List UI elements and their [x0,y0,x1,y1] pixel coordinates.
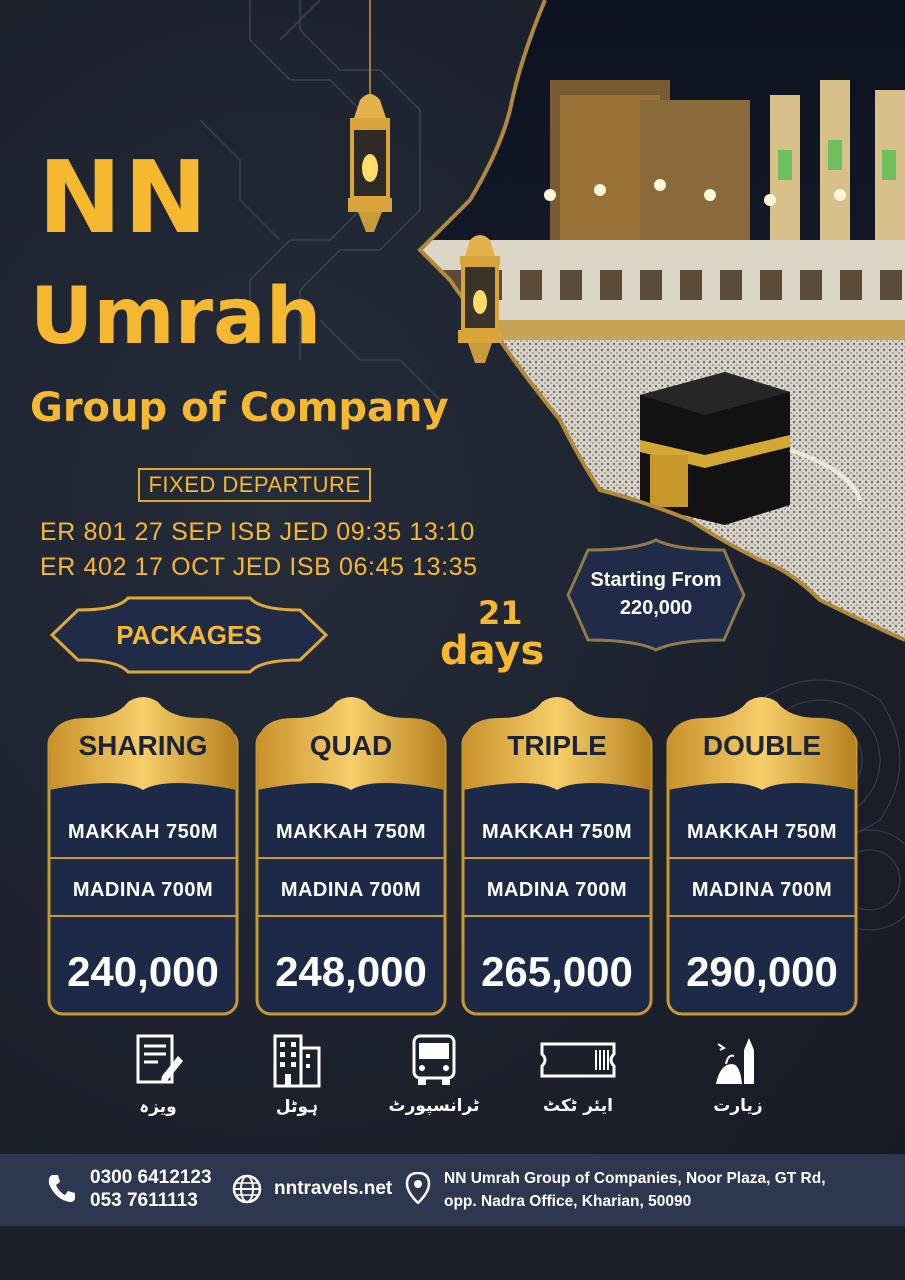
package-card-sharing [46,690,240,1018]
brand-title-nn: NN [38,139,210,256]
website-link[interactable]: nntravels.net [274,1178,393,1199]
package-name: TRIPLE [507,730,607,761]
starting-price-text [566,566,746,622]
package-card-quad [254,690,448,1018]
address [444,1167,826,1213]
globe-icon [232,1174,262,1204]
flight-schedule-2: ER 402 17 OCT JED ISB 06:45 13:35 [40,553,478,581]
package-makkah-distance: MAKKAH 750M [68,821,218,843]
service-visa [98,1030,218,1117]
location-pin-icon [405,1172,431,1204]
bottom-strip [0,1226,905,1280]
package-name: QUAD [309,730,393,761]
address-line-2: opp. Nadra Office, Kharian, 50090 [444,1193,692,1210]
service-label: ہوٹل [275,1097,319,1117]
package-madina-distance: MADINA 700M [72,879,214,901]
phone-number-2[interactable]: 053 7611113 [90,1190,198,1211]
service-label: ٹرانسپورٹ [388,1096,480,1116]
phone-numbers [90,1166,212,1212]
package-makkah-distance: MAKKAH 750M [482,821,632,843]
ziyarat-icon [708,1030,768,1090]
package-name: SHARING [78,730,208,761]
package-madina-distance: MADINA 700M [486,879,628,901]
packages-heading: PACKAGES [116,619,262,650]
flight-schedule-1: ER 801 27 SEP ISB JED 09:35 13:10 [40,518,475,546]
service-label: زیارت [713,1096,763,1116]
air-ticket-icon [538,1030,618,1090]
service-transport [374,1030,494,1116]
address-line-1: NN Umrah Group of Companies, Noor Plaza, GT Rd, [444,1170,826,1187]
lantern-icon [330,0,410,250]
package-price: 240,000 [67,948,219,995]
package-madina-distance: MADINA 700M [691,879,833,901]
service-hotel [237,1030,357,1117]
service-label: ویزہ [139,1097,177,1117]
package-makkah-distance: MAKKAH 750M [276,821,426,843]
fixed-departure-label: FIXED DEPARTURE [138,468,371,502]
contact-footer [0,1154,905,1226]
package-makkah-distance: MAKKAH 750M [687,821,837,843]
package-madina-distance: MADINA 700M [280,879,422,901]
package-name: DOUBLE [702,730,822,761]
package-price: 248,000 [275,948,427,995]
package-price: 265,000 [481,948,633,995]
brand-subtitle: Group of Company [30,385,449,431]
phone-number-1[interactable]: 0300 6412123 [90,1167,212,1188]
package-card-double [665,690,859,1018]
hotel-building-icon [267,1030,327,1090]
service-air-ticket [518,1030,638,1116]
duration-number: 21 [478,594,523,632]
duration-unit: days [440,628,545,674]
visa-document-icon [128,1030,188,1090]
service-ziyarat [678,1030,798,1116]
starting-from-label: Starting From [590,569,722,591]
phone-icon [46,1172,78,1204]
package-card-triple [460,690,654,1018]
service-label: ایئر ٹکٹ [543,1096,613,1116]
lantern-icon [445,230,515,380]
bus-icon [404,1030,464,1090]
package-price: 290,000 [686,948,838,995]
starting-from-price: 220,000 [619,597,693,619]
brand-title-umrah: Umrah [30,272,322,362]
